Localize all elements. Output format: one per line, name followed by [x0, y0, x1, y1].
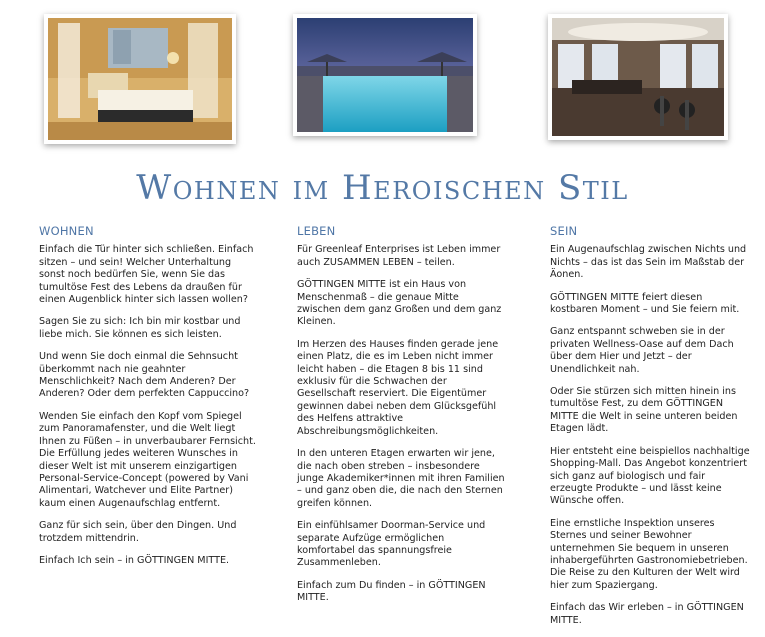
paragraph: In den unteren Etagen erwarten wir jene, die nach oben streben – insbesondere junge Akademiker*innen mit ihren Familien – und ganz oben die, die nach den Sternen greifen können. — [297, 448, 505, 509]
paragraph: Ein Augenaufschlag zwischen Nichts und Nichts – das ist das Sein im Maßstab der Äonen. — [550, 244, 747, 281]
pool-photo — [293, 14, 477, 136]
paragraph: Ganz entspannt schweben sie in der privaten Wellness-Oase auf dem Dach über dem Hier und Jetzt – der Unendlichkeit nah. — [550, 326, 734, 375]
paragraph: Einfach die Tür hinter sich schließen. Einfach sitzen – und sein! Welcher Unterhaltung sonst noch bedürfen Sie, wenn Sie das tumultöse Fest des Lebens da draußen für einen Augenblick hinter sich lassen wollen? — [39, 244, 254, 306]
column-wohnen — [39, 225, 259, 577]
paragraph: Im Herzen des Hauses finden gerade jene einen Platz, die es im Leben nicht immer leicht haben – die Etagen 8 bis 11 sind exklusiv für die Schwachen der Gesellschaft reserviert. Die Eigentümer gewinnen dabei neben dem Glücksgefühl des Helfens attraktive Abschreibungsmöglichkeiten. — [297, 338, 499, 437]
paragraph: Oder Sie stürzen sich mitten hinein ins tumultöse Fest, zu dem GÖTTINGEN MITTE die Welt in seine unteren beiden Etagen lädt. — [550, 386, 738, 435]
paragraph: Wenden Sie einfach den Kopf vom Spiegel zum Panoramafenster, und die Welt liegt Ihnen zu Füßen – in unverbaubarer Fernsicht. Die Erfüllung jedes weiteren Wunsches in dieser Welt ist mit unserem einzigartigen Personal-Service-Concept (powered by Vani Alimentari, Watchever und Elite Partner) kaum einen Augenaufschlag entfernt. — [39, 410, 256, 509]
paragraph: Hier entsteht eine beispiellos nachhaltige Shopping-Mall. Das Angebot konzentriert sich ganz auf biologisch und fair erzeugte Produkte – und lässt keine Wünsche offen. — [550, 445, 750, 507]
paragraph: Ganz für sich sein, über den Dingen. Und trotzdem mittendrin. — [39, 520, 237, 544]
bedroom-photo — [44, 14, 236, 144]
paragraph: Sagen Sie zu sich: Ich bin mir kostbar und liebe mich. Sie können es sich leisten. — [39, 316, 241, 340]
paragraph: Für Greenleaf Enterprises ist Leben immer auch ZUSAMMEN LEBEN – teilen. — [297, 244, 501, 268]
column-heading: SEIN — [550, 224, 578, 238]
page-title: Wohnen im Heroischen Stil — [136, 168, 629, 208]
column-heading: WOHNEN — [39, 224, 94, 238]
paragraph: Und wenn Sie doch einmal die Sehnsucht überkommt nach nie geahnter Menschlichkeit? Nach dem Anderen? Der Anderen? Oder dem perfekten Cappuccino? — [39, 351, 250, 400]
column-heading: LEBEN — [297, 224, 336, 238]
paragraph: GÖTTINGEN MITTE feiert diesen kostbaren Moment – und Sie feiern mit. — [550, 291, 740, 316]
column-sein — [550, 225, 750, 637]
paragraph: Eine ernstliche Inspektion unseres Sternes und seiner Bewohner unternehmen Sie bequem in unseren inhabergeführten Gastronomiebetrieben. Die Reise zu den Kulturen der Welt wird hier zum Spaziergang. — [550, 517, 748, 591]
paragraph: Ein einfühlsamer Doorman-Service und separate Aufzüge ermöglichen komfortabel das spannungsfreie Zusammenleben. — [297, 520, 486, 569]
paragraph: Einfach das Wir erleben – in GÖTTINGEN MITTE. — [550, 602, 744, 626]
paragraph: GÖTTINGEN MITTE ist ein Haus von Menschenmaß – die genaue Mitte zwischen dem ganz Großen und dem ganz Kleinen. — [297, 279, 502, 328]
column-leben — [297, 225, 505, 615]
paragraph: Einfach Ich sein – in GÖTTINGEN MITTE. — [39, 554, 230, 566]
lounge-photo — [548, 14, 728, 140]
paragraph: Einfach zum Du finden – in GÖTTINGEN MITTE. — [297, 579, 486, 604]
